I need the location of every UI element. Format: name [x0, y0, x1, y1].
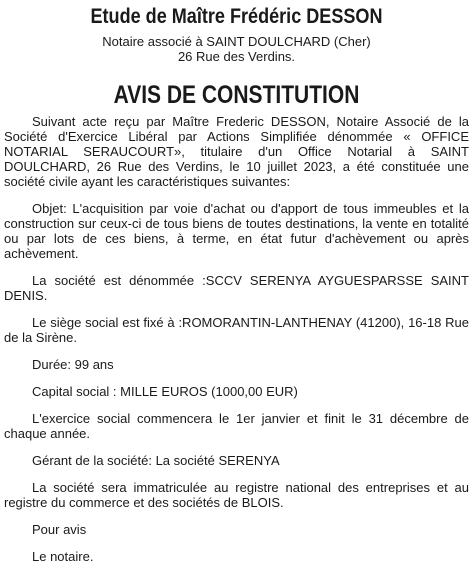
paragraph-signature: Le notaire. — [32, 549, 94, 564]
paragraph-company-name: La société est dénommée :SCCV SERENYA AYGUESPARSSE SAINT DENIS. — [4, 273, 469, 303]
firm-address-line-2: 26 Rue des Verdins. — [177, 49, 296, 64]
paragraph-manager: Gérant de la société: La société SERENYA — [32, 453, 280, 468]
paragraph-registration: La société sera immatriculée au registre national des entreprises et au registre du commerce et des sociétés de BLOIS. — [4, 480, 469, 510]
paragraph-capital: Capital social : MILLE EUROS (1000,00 EUR) — [32, 384, 298, 399]
paragraph-deed: Suivant acte reçu par Maître Frederic DESSON, Notaire Associé de la Société d'Exercice Libéral par Actions Simplifiée dénommée « OFFICE NOTARIAL SERAUCOURT», titulaire d'un Office Notarial à SAINT DOULCHARD, 26 Rue des Verdins, le 10 juillet 2023, a été constituée une société civile ayant les caractéristiques suivantes: — [4, 114, 469, 189]
firm-name: Etude de Maître Frédéric DESSON — [90, 5, 383, 28]
paragraph-object: Objet: L'acquisition par voie d'achat ou d'apport de tous immeubles et la construction sur ceux-ci de tous biens de toutes destinations, la vente en totalité ou par lots de ces biens, à terme, en état futur d'achèvement ou après achèvement. — [4, 201, 469, 261]
firm-address-line-1: Notaire associé à SAINT DOULCHARD (Cher) — [102, 34, 371, 49]
paragraph-registered-office: Le siège social est fixé à :ROMORANTIN-LANTHENAY (41200), 16-18 Rue de la Sirène. — [4, 315, 469, 345]
notice-title: AVIS DE CONSTITUTION — [113, 81, 360, 109]
paragraph-duration: Durée: 99 ans — [32, 357, 114, 372]
paragraph-closing: Pour avis — [32, 522, 87, 537]
paragraph-fiscal-year: L'exercice social commencera le 1er janvier et finit le 31 décembre de chaque année. — [4, 411, 469, 441]
